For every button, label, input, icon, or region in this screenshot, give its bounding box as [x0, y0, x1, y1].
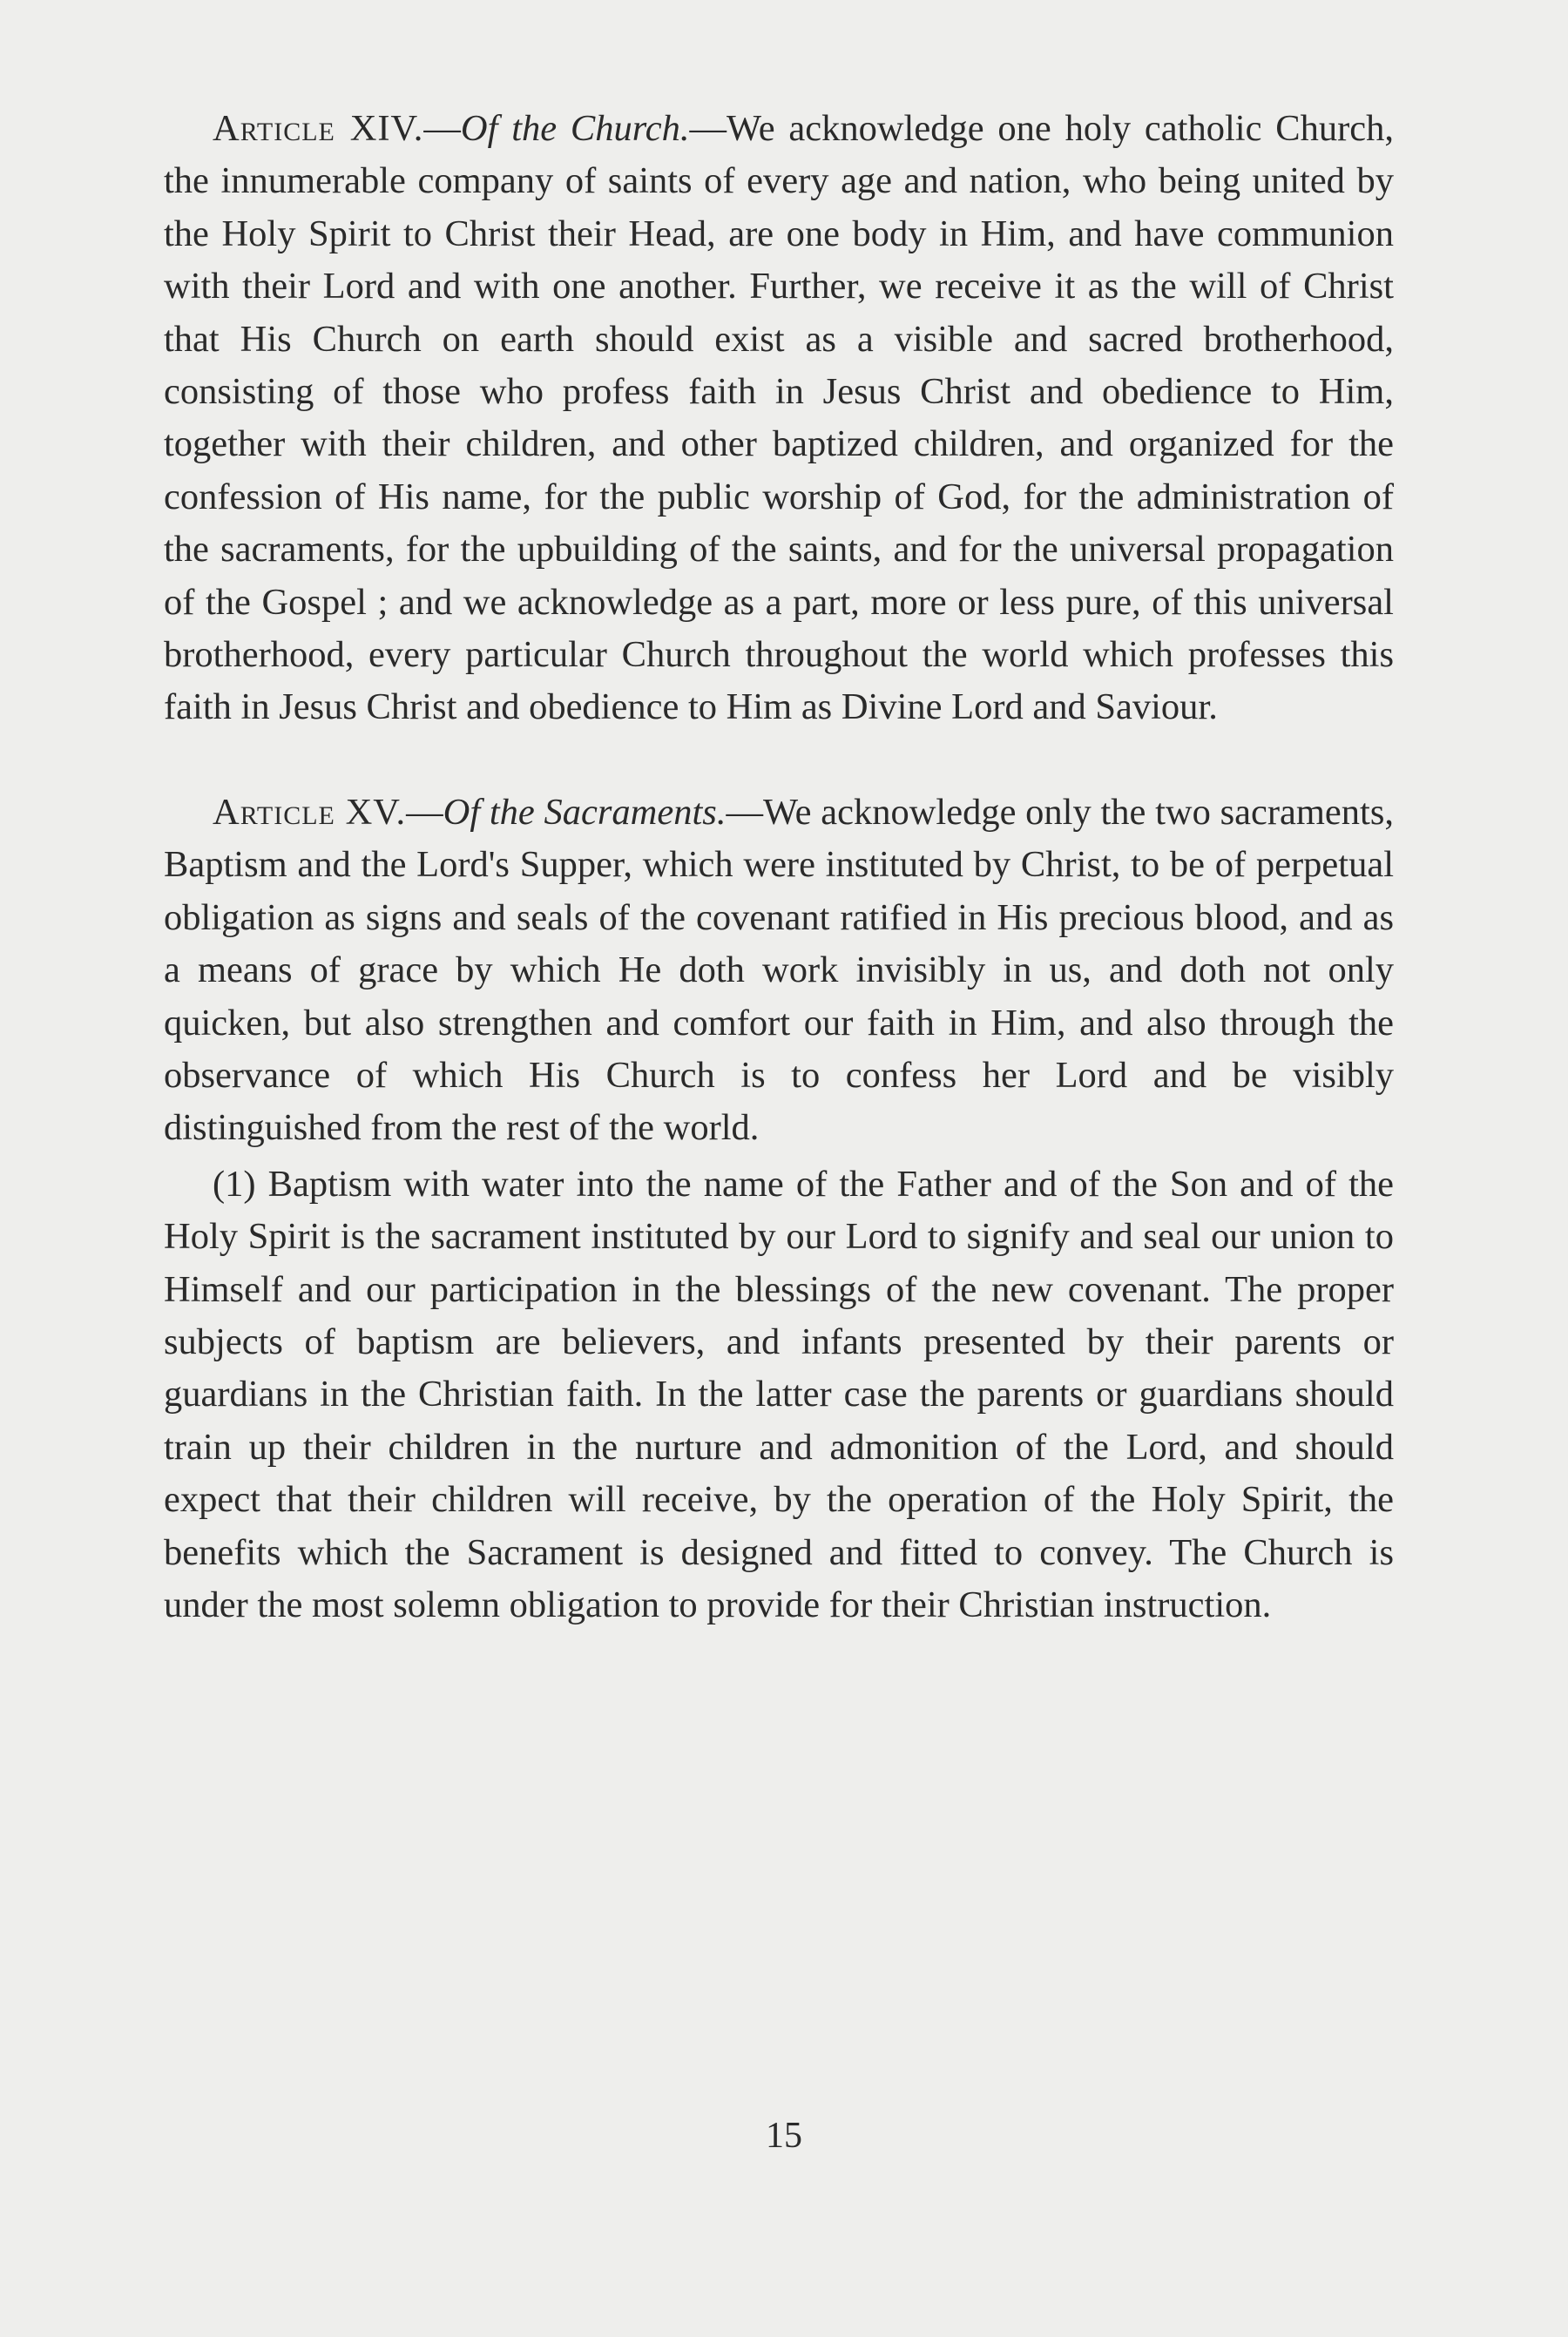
article-15-label: Article XV.	[213, 791, 407, 833]
article-14-dash-2: —	[689, 108, 727, 149]
article-14-label: Article XIV.	[213, 108, 424, 149]
article-14-paragraph	[164, 103, 1394, 734]
page-number: 15	[766, 2116, 802, 2156]
article-14-body: We acknowledge one holy catholic Church, the innumerable company of saints of every age and nation, who being united by the Holy Spirit to Christ their Head, are one body in Him, and have communion with their Lord and with one another. Further, we receive it as the will of Christ that His Church on earth should exist as a visible and sacred brotherhood, consisting of those who profess faith in Jesus Christ and obedience to Him, together with their children, and other baptized children, and organized for the confession of His name, for the public worship of God, for the administration of the sacraments, for the upbuilding of the saints, and for the universal propagation of the Gospel ; and we acknowledge as a part, more or less pure, of this universal brotherhood, every particular Church throughout the world which professes this faith in Jesus Christ and obedience to Him as Divine Lord and Saviour.	[164, 108, 1394, 728]
article-15-dash-2: —	[726, 791, 763, 833]
article-15-paragraph	[164, 787, 1394, 1155]
article-14-title: Of the Church.	[460, 108, 690, 149]
baptism-paragraph	[164, 1158, 1394, 1632]
baptism-body: Baptism with water into the name of the Father and of the Son and of the Holy Spirit is the sacrament instituted by our Lord to signify and seal our union to Himself and our participation in the blessings of the new covenant. The proper subjects of baptism are believers, and infants presented by their parents or guardians in the Christian faith. In the latter case the parents or guardians should train up their children in the nurture and admonition of the Lord, and should expect that their children will receive, by the operation of the Holy Spirit, the benefits which the Sacrament is designed and fitted to convey. The Church is under the most solemn obligation to provide for their Christian instruction.	[164, 1163, 1395, 1625]
baptism-marker: (1)	[213, 1163, 256, 1205]
page-body	[164, 103, 1394, 1631]
article-15-dash-1: —	[406, 791, 443, 833]
article-15-body: We acknowledge only the two sacraments, Baptism and the Lord's Supper, which were instituted by Christ, to be of perpetual obligation as signs and seals of the covenant ratified in His precious blood, and as a means of grace by which He doth work invisibly in us, and doth not only quicken, but also strengthen and comfort our faith in Him, and also through the observance of which His Church is to confess her Lord and be visibly distinguished from the rest of the world.	[164, 791, 1394, 1149]
article-14-dash-1: —	[423, 108, 461, 149]
article-15-title: Of the Sacraments.	[443, 791, 727, 833]
